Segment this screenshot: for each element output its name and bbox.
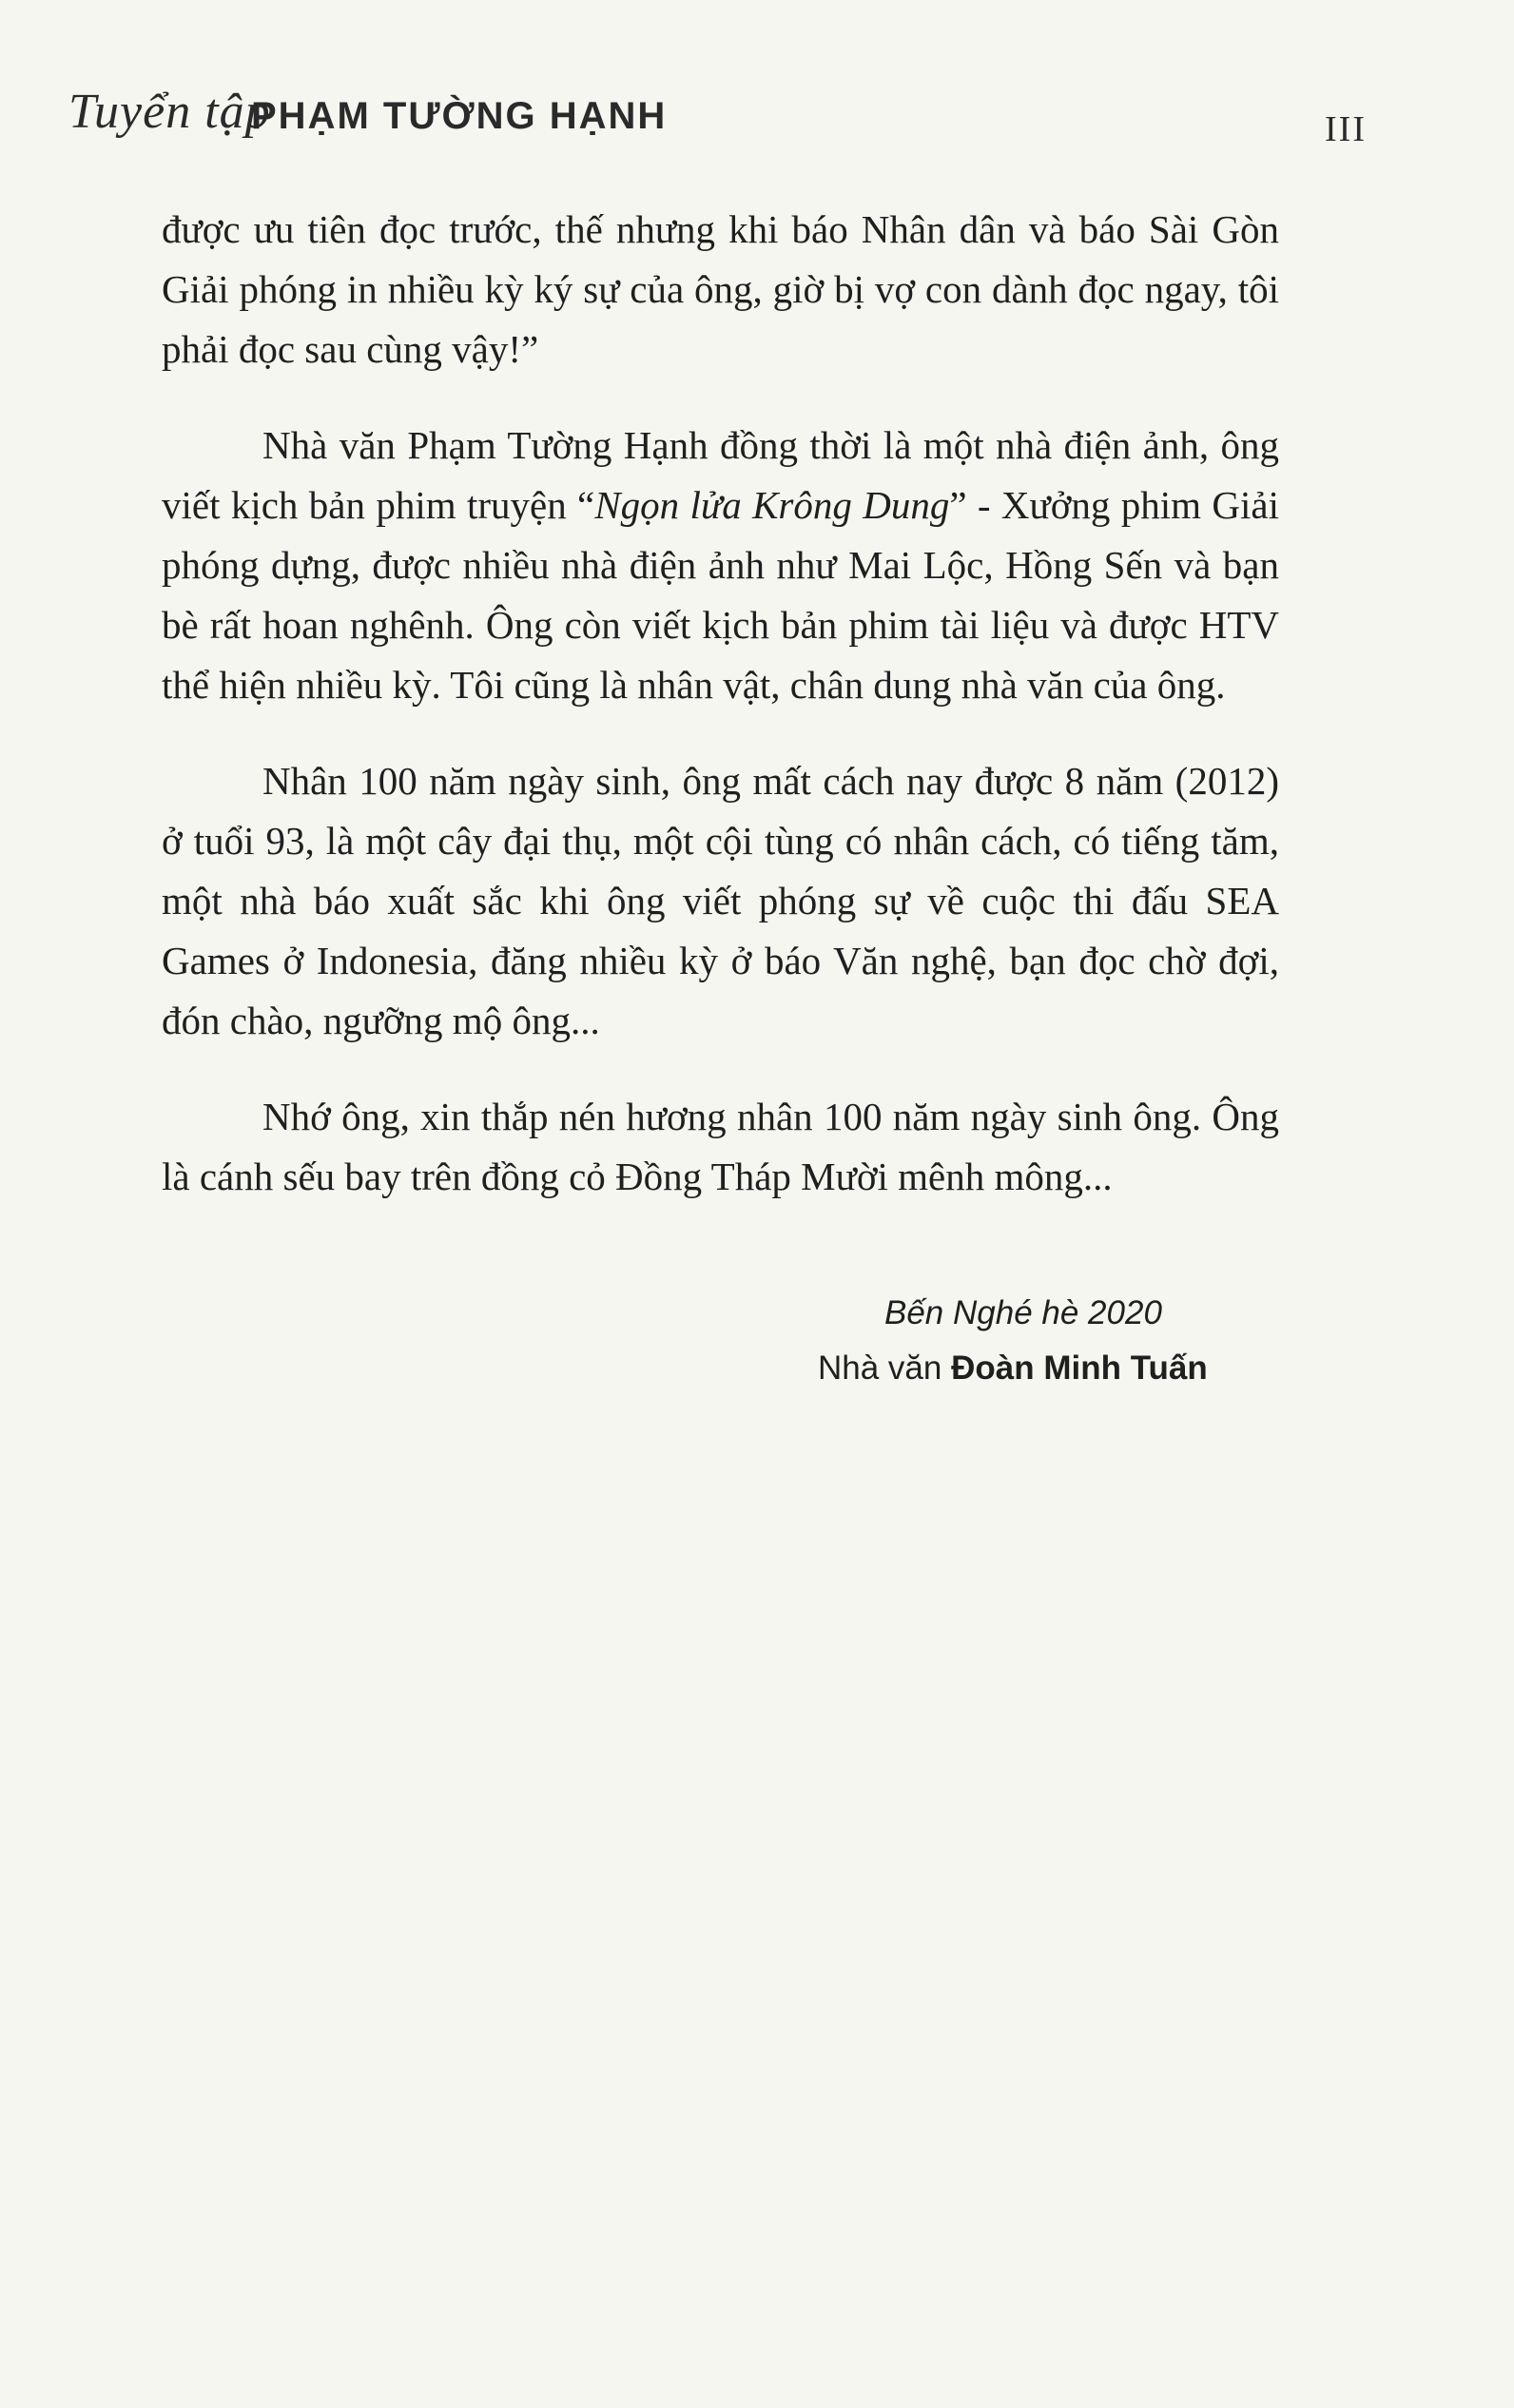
body-text bbox=[162, 200, 1279, 1207]
paragraph-3: Nhân 100 năm ngày sinh, ông mất cách nay được 8 năm (2012) ở tuổi 93, là một cây đại thụ, một cội tùng có nhân cách, có tiếng tăm, một nhà báo xuất sắc khi ông viết phóng sự về cuộc thi đấu SEA Games ở Indonesia, đăng nhiều kỳ ở báo Văn nghệ, bạn đọc chờ đợi, đón chào, ngưỡng mộ ông... bbox=[162, 759, 1279, 1042]
signature-role: Nhà văn bbox=[818, 1350, 942, 1387]
header-author: PHẠM TƯỜNG HẠNH bbox=[251, 95, 668, 137]
paragraph-2-end: ” - Xưởng phim Giải phóng dựng, được nhiều nhà điện ảnh như Mai Lộc, Hồng Sến và bạn bè rất hoan nghênh. Ông còn viết kịch bản phim tài liệu và được HTV thể hiện nhiều kỳ. Tôi cũng là nhân vật, chân dung nhà văn của ông. bbox=[162, 483, 1279, 707]
running-header bbox=[68, 84, 1371, 150]
signature-name: Đoàn Minh Tuấn bbox=[951, 1350, 1208, 1387]
signature-block bbox=[818, 1286, 1293, 1396]
page-number: III bbox=[1325, 109, 1367, 149]
paragraph-2 bbox=[162, 416, 1279, 715]
signature-place-date: Bến Nghé hè 2020 bbox=[884, 1294, 1162, 1331]
paragraph-4: Nhớ ông, xin thắp nén hương nhân 100 năm ngày sinh ông. Ông là cánh sếu bay trên đồng cỏ Đồng Tháp Mười mênh mông... bbox=[162, 1095, 1279, 1198]
paragraph-1: được ưu tiên đọc trước, thế nhưng khi báo Nhân dân và báo Sài Gòn Giải phóng in nhiều kỳ ký sự của ông, giờ bị vợ con dành đọc ngay, tôi phải đọc sau cùng vậy!” bbox=[162, 207, 1279, 371]
film-title: Ngọn lửa Krông Dung bbox=[594, 483, 950, 527]
paragraph-2-start: Nhà văn Phạm Tường Hạnh đồng thời là một nhà điện ảnh, ông viết kịch bản phim truyện “ bbox=[162, 423, 1279, 527]
signature-author bbox=[818, 1341, 1293, 1396]
series-title: Tuyển tập bbox=[68, 85, 271, 139]
